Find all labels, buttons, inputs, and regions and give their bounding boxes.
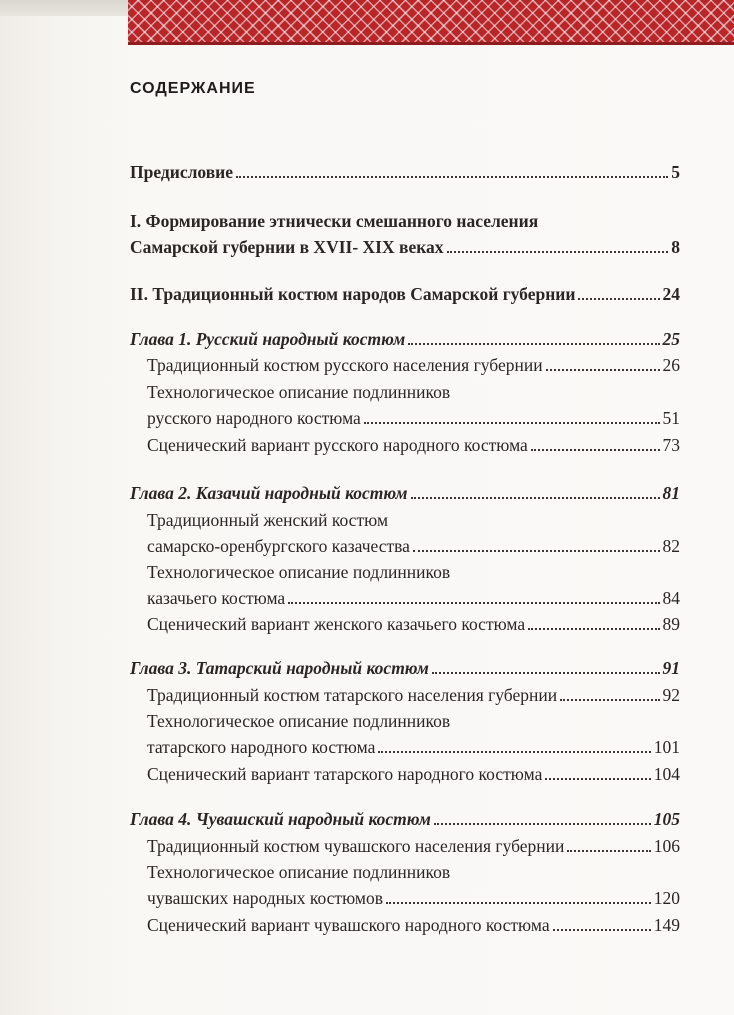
toc-entry-ch2-s1-line1[interactable] (147, 505, 680, 531)
toc-title: русского народного костюма (147, 408, 361, 428)
dot-leader (546, 369, 660, 371)
toc-title: Глава 3. Татарский народный костюм (130, 658, 429, 678)
toc-page-number: 25 (662, 329, 680, 349)
toc-title: Традиционный костюм чувашского населения губернии (147, 836, 565, 856)
toc-page-number: 104 (653, 764, 680, 784)
toc-title: I. Формирование этнически смешанного населения (130, 211, 539, 231)
toc-entry-part2[interactable] (130, 279, 680, 305)
toc-title: Традиционный женский костюм (147, 510, 389, 530)
toc-page-number: 5 (671, 162, 680, 182)
toc-entry-chapter-4[interactable] (130, 804, 680, 830)
toc-page-number: 24 (662, 284, 680, 304)
toc-entry-ch4-s2-line1[interactable] (147, 857, 680, 883)
dot-leader (378, 751, 650, 753)
dot-leader (236, 176, 668, 178)
toc-title: Традиционный костюм русского населения губернии (147, 355, 543, 375)
dot-leader (434, 823, 651, 825)
dot-leader (545, 778, 650, 780)
toc-entry-ch3-s3[interactable] (147, 759, 680, 785)
toc-title: чувашских народных костюмов (147, 888, 384, 908)
dot-leader (364, 422, 660, 424)
dot-leader (528, 628, 659, 630)
toc-page-number: 73 (662, 435, 680, 455)
toc-page-number: 8 (671, 237, 680, 257)
dot-leader (432, 672, 660, 674)
toc-page-number: 26 (662, 355, 680, 375)
toc-title: Предисловие (130, 162, 234, 182)
dot-leader (567, 850, 650, 852)
toc-title: Сценический вариант чувашского народного костюма (147, 915, 550, 935)
toc-entry-ch1-s1[interactable] (147, 350, 680, 376)
dot-leader (578, 298, 659, 300)
toc-page-number: 149 (653, 915, 680, 935)
toc-entry-ch4-s2[interactable] (147, 883, 680, 909)
toc-page-number: 51 (662, 408, 680, 428)
page-title: СОДЕРЖАНИЕ (130, 80, 256, 97)
toc-title: Глава 2. Казачий народный костюм (130, 483, 408, 503)
toc-title: казачьего костюма (147, 588, 286, 608)
toc-page-number: 101 (653, 737, 680, 757)
toc-entry-part1-line1[interactable] (130, 206, 680, 232)
toc-title: Технологическое описание подлинников (147, 862, 451, 882)
toc-page-number: 89 (662, 614, 680, 634)
toc-title: Сценический вариант русского народного костюма (147, 435, 528, 455)
toc-page-number: 105 (653, 809, 680, 829)
toc-title: Технологическое описание подлинников (147, 711, 451, 731)
toc-page-number: 91 (662, 658, 680, 678)
dot-leader (447, 251, 669, 253)
dot-leader (386, 902, 651, 904)
dot-leader (413, 550, 660, 552)
toc-title: Традиционный костюм татарского населения губернии (147, 685, 558, 705)
toc-page-number: 106 (653, 836, 680, 856)
toc-entry-ch1-s2-line1[interactable] (147, 377, 680, 403)
toc-title: II. Традиционный костюм народов Самарской губернии (130, 284, 576, 304)
toc-entry-ch4-s1[interactable] (147, 831, 680, 857)
dot-leader (411, 497, 660, 499)
dot-leader (531, 449, 660, 451)
toc-title: татарского народного костюма (147, 737, 376, 757)
toc-entry-ch2-s1[interactable] (147, 531, 680, 557)
toc-entry-ch2-s2-line1[interactable] (147, 557, 680, 583)
toc-title: Технологическое описание подлинников (147, 562, 451, 582)
toc-entry-part1[interactable] (130, 232, 680, 258)
toc-entry-ch3-s2-line1[interactable] (147, 706, 680, 732)
dot-leader (553, 929, 651, 931)
toc-page-number: 82 (662, 536, 680, 556)
toc-title: Сценический вариант женского казачьего костюма (147, 614, 526, 634)
toc-title: Технологическое описание подлинников (147, 382, 451, 402)
dot-leader (408, 343, 659, 345)
toc-entry-chapter-3[interactable] (130, 653, 680, 679)
dot-leader (288, 602, 659, 604)
toc-page-number: 92 (662, 685, 680, 705)
toc-title: Сценический вариант татарского народного костюма (147, 764, 543, 784)
toc-entry-chapter-1[interactable] (130, 324, 680, 350)
toc-title: Глава 1. Русский народный костюм (130, 329, 406, 349)
toc-entry-ch2-s3[interactable] (147, 609, 680, 635)
toc-entry-chapter-2[interactable] (130, 478, 680, 504)
toc-entry-ch4-s3[interactable] (147, 910, 680, 936)
toc-page-number: 120 (653, 888, 680, 908)
toc-page-number: 84 (662, 588, 680, 608)
toc-title: Глава 4. Чувашский народный костюм (130, 809, 431, 829)
toc-title: Самарской губернии в XVII- XIX веках (130, 237, 444, 257)
toc-entry-ch3-s2[interactable] (147, 732, 680, 758)
toc-entry-ch2-s2[interactable] (147, 583, 680, 609)
toc-entry-ch3-s1[interactable] (147, 680, 680, 706)
toc-entry-ch1-s3[interactable] (147, 430, 680, 456)
toc-entry-ch1-s2[interactable] (147, 403, 680, 429)
toc-entry-preface[interactable] (130, 157, 680, 183)
toc-title: самарско-оренбургского казачества (147, 536, 410, 556)
toc-page-number: 81 (662, 483, 680, 503)
dot-leader (560, 699, 659, 701)
